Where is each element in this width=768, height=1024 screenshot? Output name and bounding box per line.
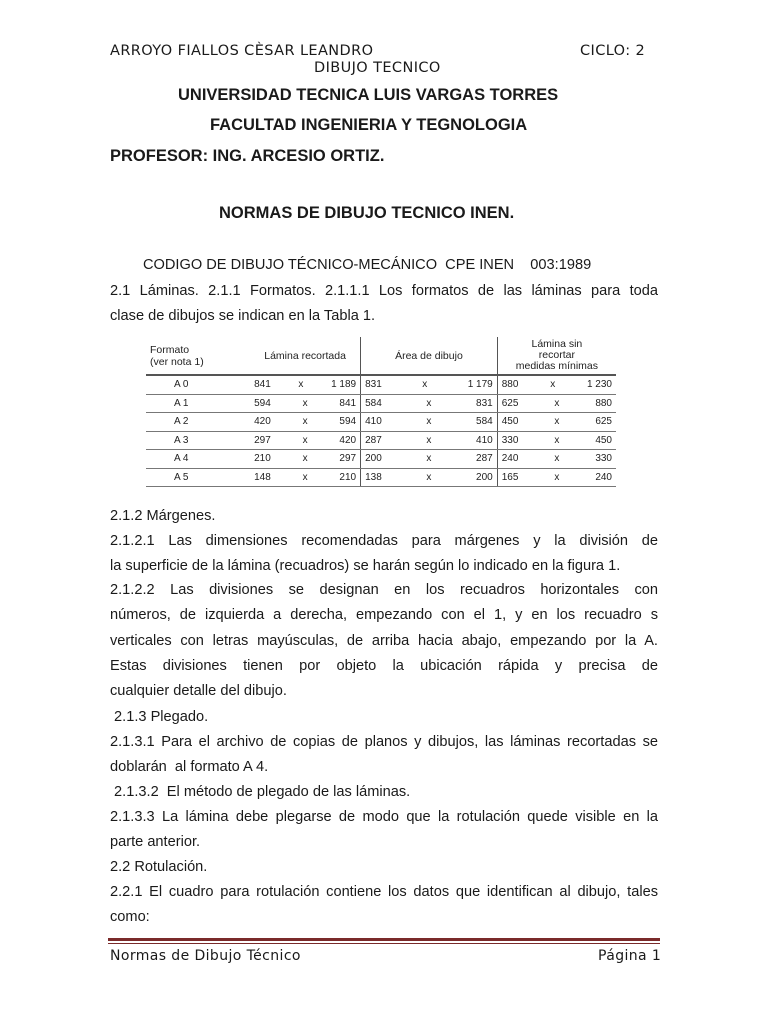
- dimension-cell: [497, 375, 616, 394]
- dimension-pair: [502, 453, 612, 464]
- dimension-value: 594: [339, 416, 357, 428]
- dimension-value: 240: [595, 471, 612, 483]
- dimension-value: 594: [254, 397, 271, 409]
- dimension-value: 287: [365, 434, 382, 446]
- dimension-value: 330: [501, 434, 519, 446]
- dimension-cell: [250, 431, 361, 450]
- body-line-4: 2.1.2.2 Las divisiones se designan en los recuadros horizontales con: [110, 582, 658, 598]
- dimension-x: x: [302, 397, 308, 409]
- dimension-x: x: [302, 453, 308, 465]
- header-format-label: Formato: [150, 343, 190, 356]
- dimension-value: 1 179: [467, 379, 493, 391]
- table-row: [146, 394, 616, 413]
- dimension-pair: [254, 416, 356, 427]
- dimension-cell: [361, 450, 498, 469]
- header-drawing-area: Área de dibujo: [361, 337, 498, 375]
- document-heading: NORMAS DE DIBUJO TECNICO INEN.: [219, 204, 515, 222]
- dimension-x: x: [302, 471, 308, 483]
- dimension-value: 165: [501, 471, 519, 483]
- faculty-title: FACULTAD INGENIERIA Y TEGNOLOGIA: [210, 116, 528, 134]
- professor-title: PROFESOR: ING. ARCESIO ORTIZ.: [110, 147, 385, 165]
- format-cell: A 0: [146, 375, 250, 394]
- table-row: [146, 413, 616, 432]
- dimension-cell: [361, 431, 498, 450]
- body-line-11: doblarán al formato A 4.: [110, 759, 269, 775]
- dimension-value: 410: [476, 434, 493, 446]
- dimension-value: 240: [501, 453, 519, 465]
- body-line-12: 2.1.3.2 El método de plegado de las láminas.: [110, 784, 411, 800]
- dimension-pair: [365, 398, 493, 409]
- dimension-pair: [254, 453, 356, 464]
- dimension-cell: [361, 394, 498, 413]
- dimension-x: x: [554, 397, 560, 409]
- dimension-cell: [361, 413, 498, 432]
- dimension-value: 584: [476, 416, 493, 428]
- dimension-x: x: [426, 434, 432, 446]
- dimension-x: x: [302, 416, 308, 428]
- header-untrimmed-2: recortar: [538, 349, 575, 361]
- dimension-value: 297: [339, 453, 357, 465]
- dimension-cell: [497, 413, 616, 432]
- dimension-value: 831: [476, 397, 493, 409]
- dimension-value: 625: [501, 397, 519, 409]
- footer-page-number: Página 1: [598, 948, 662, 964]
- dimension-pair: [502, 416, 612, 427]
- dimension-x: x: [426, 397, 432, 409]
- dimension-x: x: [422, 379, 428, 391]
- dimension-pair: [502, 472, 612, 483]
- header-untrimmed-1: Lámina sin: [531, 338, 583, 350]
- dimension-pair: [365, 472, 493, 483]
- dimension-value: 880: [501, 379, 519, 391]
- header-format-note: (ver nota 1): [150, 355, 204, 368]
- table-row: [146, 375, 616, 394]
- dimension-cell: [250, 450, 361, 469]
- dimension-pair: [254, 398, 356, 409]
- dimension-x: x: [554, 471, 560, 483]
- body-line-3: la superficie de la lámina (recuadros) se harán según lo indicado en la figura 1.: [110, 558, 621, 574]
- dimension-pair: [254, 379, 356, 390]
- format-cell: A 2: [146, 413, 250, 432]
- body-line-17: como:: [110, 909, 150, 925]
- format-cell: A 1: [146, 394, 250, 413]
- dimension-pair: [365, 453, 493, 464]
- dimension-value: 420: [339, 434, 357, 446]
- body-line-7: Estas divisiones tienen por objeto la ubicación rápida y precisa de: [110, 658, 658, 674]
- body-line-9: 2.1.3 Plegado.: [110, 709, 209, 725]
- dimension-cell: [497, 468, 616, 487]
- body-line-5: números, de izquierda a derecha, empezando con el 1, y en los recuadro s: [110, 607, 658, 623]
- dimension-value: 287: [476, 453, 493, 465]
- table-row: [146, 431, 616, 450]
- dimension-value: 841: [254, 379, 271, 391]
- dimension-value: 200: [476, 471, 493, 483]
- footer-rule-thin: [108, 943, 660, 944]
- body-line-10: 2.1.3.1 Para el archivo de copias de planos y dibujos, las láminas recortadas se: [110, 734, 658, 750]
- table-row: [146, 468, 616, 487]
- code-line: CODIGO DE DIBUJO TÉCNICO-MECÁNICO CPE INEN 003:1989: [143, 257, 592, 273]
- dimension-x: x: [554, 453, 560, 465]
- dimension-cell: [250, 375, 361, 394]
- dimension-x: x: [554, 434, 560, 446]
- dimension-x: x: [550, 379, 556, 391]
- dimension-x: x: [298, 379, 304, 391]
- dimension-cell: [361, 468, 498, 487]
- format-cell: A 4: [146, 450, 250, 469]
- dimension-cell: [250, 413, 361, 432]
- dimension-value: 297: [254, 434, 271, 446]
- intro-line-2: clase de dibujos se indican en la Tabla 1.: [110, 308, 376, 324]
- university-title: UNIVERSIDAD TECNICA LUIS VARGAS TORRES: [178, 86, 559, 104]
- dimension-value: 841: [339, 397, 357, 409]
- format-cell: A 3: [146, 431, 250, 450]
- dimension-value: 200: [365, 453, 382, 465]
- header-cycle: CICLO: 2: [580, 43, 646, 59]
- dimension-x: x: [426, 471, 432, 483]
- body-line-6: verticales con letras mayúsculas, de arriba hacia abajo, empezando por la A.: [110, 633, 658, 649]
- dimension-pair: [365, 416, 493, 427]
- dimension-value: 1 189: [331, 379, 357, 391]
- dimension-value: 210: [254, 453, 271, 465]
- table-row: [146, 450, 616, 469]
- header-untrimmed-3: medidas mínimas: [515, 360, 599, 372]
- table-header-row: [146, 337, 616, 375]
- dimension-cell: [250, 468, 361, 487]
- dimension-x: x: [554, 416, 560, 428]
- header-format: [146, 337, 250, 375]
- dimension-pair: [365, 379, 493, 390]
- body-line-1: 2.1.2 Márgenes.: [110, 508, 216, 524]
- body-line-16: 2.2.1 El cuadro para rotulación contiene los datos que identifican al dibujo, tales: [110, 884, 658, 900]
- dimension-value: 584: [365, 397, 382, 409]
- dimension-value: 880: [595, 397, 612, 409]
- footer-title: Normas de Dibujo Técnico: [110, 948, 301, 964]
- footer-rule-thick: [108, 938, 660, 941]
- intro-line-1: 2.1 Láminas. 2.1.1 Formatos. 2.1.1.1 Los formatos de las láminas para toda: [110, 283, 658, 299]
- header-subject: DIBUJO TECNICO: [314, 60, 441, 76]
- dimension-pair: [502, 398, 612, 409]
- header-trimmed: Lámina recortada: [250, 337, 361, 375]
- formats-table: [146, 337, 616, 487]
- dimension-value: 330: [595, 453, 612, 465]
- dimension-cell: [250, 394, 361, 413]
- dimension-value: 210: [339, 471, 357, 483]
- dimension-value: 1 230: [586, 379, 612, 391]
- dimension-value: 420: [254, 416, 271, 428]
- dimension-value: 831: [365, 379, 382, 391]
- dimension-cell: [497, 394, 616, 413]
- dimension-value: 450: [501, 416, 519, 428]
- dimension-cell: [361, 375, 498, 394]
- dimension-pair: [502, 379, 612, 390]
- format-cell: A 5: [146, 468, 250, 487]
- dimension-x: x: [302, 434, 308, 446]
- body-line-13: 2.1.3.3 La lámina debe plegarse de modo que la rotulación quede visible en la: [110, 809, 658, 825]
- header-author: ARROYO FIALLOS CÈSAR LEANDRO: [110, 43, 374, 59]
- dimension-pair: [365, 435, 493, 446]
- header-untrimmed: [497, 337, 616, 375]
- body-line-15: 2.2 Rotulación.: [110, 859, 208, 875]
- dimension-pair: [254, 472, 356, 483]
- dimension-pair: [502, 435, 612, 446]
- dimension-cell: [497, 450, 616, 469]
- body-line-14: parte anterior.: [110, 834, 201, 850]
- dimension-pair: [254, 435, 356, 446]
- dimension-value: 138: [365, 471, 382, 483]
- body-line-8: cualquier detalle del dibujo.: [110, 683, 287, 699]
- dimension-cell: [497, 431, 616, 450]
- dimension-value: 148: [254, 471, 271, 483]
- dimension-x: x: [426, 416, 432, 428]
- dimension-value: 410: [365, 416, 382, 428]
- dimension-value: 450: [595, 434, 612, 446]
- body-line-2: 2.1.2.1 Las dimensiones recomendadas para márgenes y la división de: [110, 533, 658, 549]
- dimension-x: x: [426, 453, 432, 465]
- dimension-value: 625: [595, 416, 612, 428]
